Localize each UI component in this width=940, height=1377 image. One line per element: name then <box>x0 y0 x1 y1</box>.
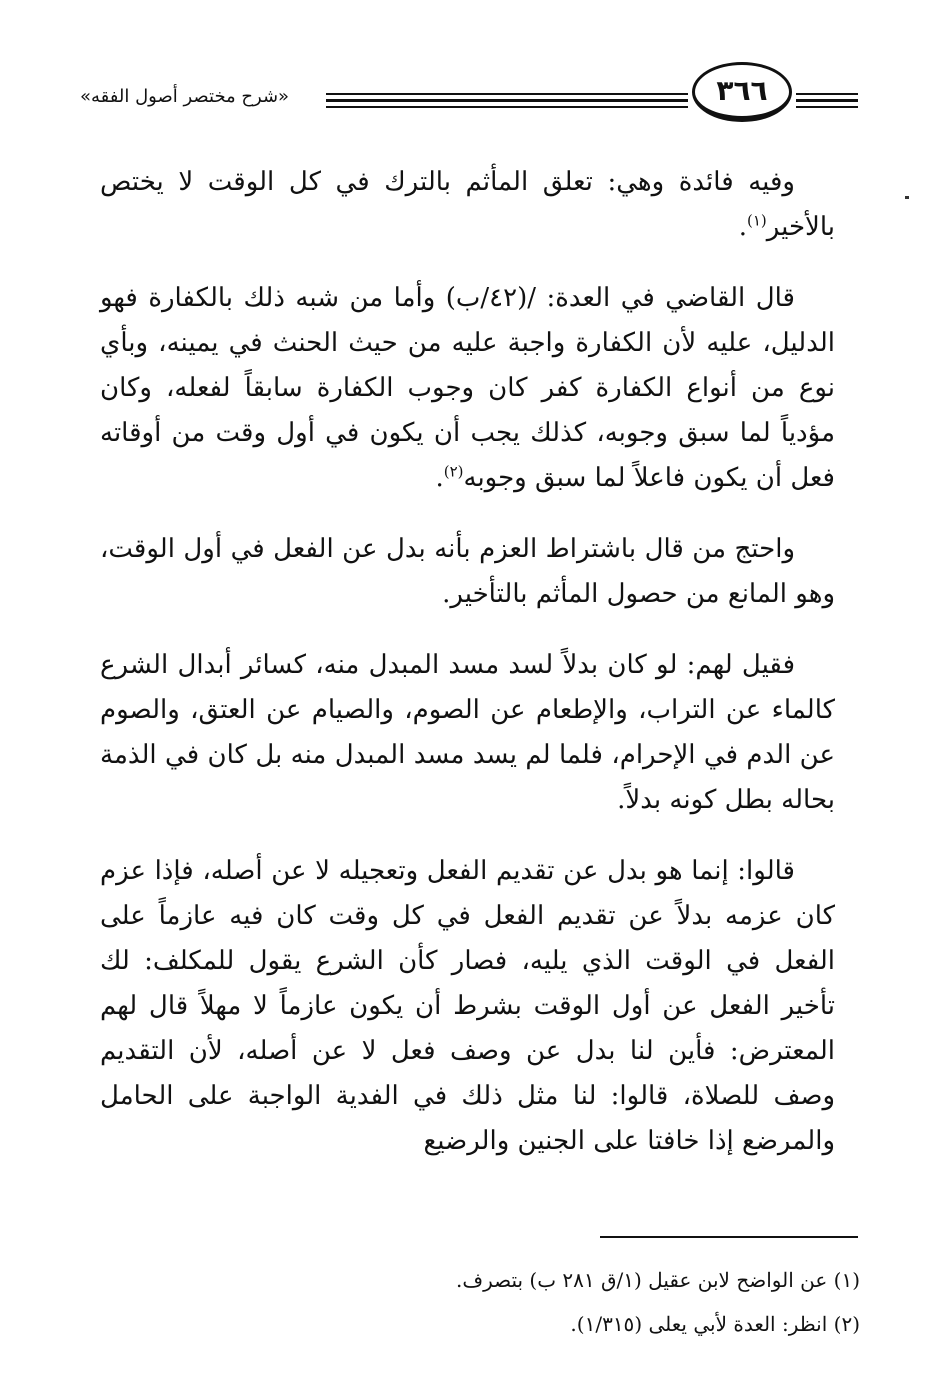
page-header <box>80 62 860 132</box>
header-rule <box>796 99 858 102</box>
footnote: (١) عن الواضح لابن عقيل (١/ق ٢٨١ ب) بتصرف. <box>455 1268 860 1292</box>
paragraph-end: . <box>738 212 747 242</box>
running-title: «شرح مختصر أصول الفقه» <box>80 86 290 107</box>
header-rule <box>326 93 688 95</box>
paragraph <box>100 276 835 501</box>
margin-mark <box>905 196 909 199</box>
footnote-separator <box>600 1236 858 1238</box>
footnote-ref: (١) <box>746 211 767 230</box>
paragraph-text: قال القاضي في العدة: /(٤٢/ب) وأما من شبه ذلك بالكفارة فهو الدليل، عليه لأن الكفارة واجبة عليه من حيث الحنث في يمينه، وبأي نوع من أنواع الكفارة كفر كان وجوب الكفارة سابقاً لفعله، وكان مؤدياً لما سبق وجوبه، كذلك يجب أن يكون في أول وقت من أوقاته فعل أن يكون فاعلاً لما سبق وجوبه <box>100 283 835 493</box>
page-number: ٣٦٦ <box>692 62 792 122</box>
footnotes <box>100 1258 860 1346</box>
header-rule <box>326 106 688 108</box>
paragraph <box>100 160 835 250</box>
paragraph-text: وفيه فائدة وهي: تعلق المأثم بالترك في كل الوقت لا يختص بالأخير <box>100 167 835 242</box>
paragraph <box>100 643 835 823</box>
paragraph-text: فقيل لهم: لو كان بدلاً لسد مسد المبدل منه، كسائر أبدال الشرع كالماء عن التراب، والإطعام عن الصوم، والصيام عن العتق، والصوم عن الدم في الإحرام، فلما لم يسد مسد المبدل منه بل كان في الذمة بحاله بطل كونه بدلاً. <box>100 650 835 815</box>
header-rule <box>326 99 688 102</box>
header-rule <box>796 93 858 95</box>
footnote: (٢) انظر: العدة لأبي يعلى (١/٣١٥). <box>570 1312 860 1336</box>
paragraph-text: واحتج من قال باشتراط العزم بأنه بدل عن الفعل في أول الوقت، وهو المانع من حصول المأثم بالتأخير. <box>100 534 835 609</box>
paragraph-end: . <box>435 463 444 493</box>
main-text <box>100 160 835 1190</box>
footnote-ref: (٢) <box>443 462 464 481</box>
header-rule <box>796 106 858 108</box>
paragraph <box>100 849 835 1164</box>
paragraph <box>100 527 835 617</box>
paragraph-text: قالوا: إنما هو بدل عن تقديم الفعل وتعجيله لا عن أصله، فإذا عزم كان عزمه بدلاً عن تقديم الفعل في كل وقت كان فيه عازماً على الفعل في الوقت الذي يليه، فصار كأن الشرع يقول للمكلف: لك تأخير الفعل عن أول الوقت بشرط أن يكون عازماً لا مهلاً قال لهم المعترض: فأين لنا بدل عن وصف فعل لا عن أصله، لأن التقديم وصف للصلاة، قالوا: لنا مثل ذلك في الفدية الواجبة على الحامل والمرضع إذا خافتا على الجنين والرضيع <box>100 856 836 1156</box>
